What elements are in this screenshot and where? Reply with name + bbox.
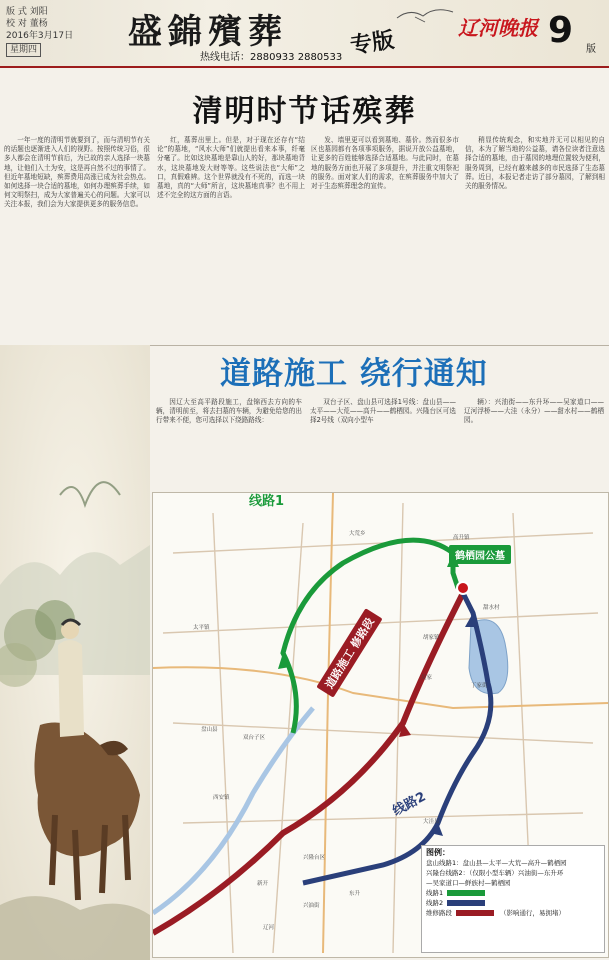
page-unit: 版 xyxy=(586,44,596,55)
article2-column-3: 辆）：兴油街——东升环——吴家道口——辽河浮桥——大洼（永分）——甜水村——鹤栖园。 xyxy=(464,398,604,425)
editor-line: 版 式 刘阳 xyxy=(6,7,48,17)
special-label: 专版 xyxy=(348,27,396,59)
proof-line: 校 对 董杨 xyxy=(6,19,48,29)
ink-painting-illustration xyxy=(0,345,150,960)
legend-note: （影响通行，易拥堵） xyxy=(500,909,565,917)
cemetery-marker xyxy=(457,582,469,594)
place-label: 双台子区 xyxy=(243,735,266,741)
place-label: 丁家街 xyxy=(471,683,488,689)
place-label: 太平镇 xyxy=(193,625,210,631)
article-title-qingming: 清明时节话殡葬 xyxy=(192,94,417,129)
cemetery-label: 鹤栖园公墓 xyxy=(449,545,511,564)
article2-column-1: 因辽大至高平路段施工，盘锦西去方向的车辆，清明前至，将去扫墓的车辆，为避免给您的出行带来不便，您可选择以下绕路路线： xyxy=(156,398,302,425)
place-label: 盘山县 xyxy=(201,727,218,733)
masthead: 盛錦殯葬 xyxy=(128,12,288,52)
place-label: 兴隆台区 xyxy=(303,855,326,861)
article1-column-4: 稍显传统观念，和实地并无可以相见的自信，本为了解当地的公益墓，请各位读者注意选择合适的墓地，由于墓园的地理位置较为便利，服务周到，已经有越来越多的市民选择了生态墓葬。近日，本报记者走访了部分墓园，了解到相关的服务情况。 xyxy=(465,136,605,191)
date: 2016年3月17日 xyxy=(6,31,74,41)
place-label: 大洼县 xyxy=(423,819,440,825)
hotline: 热线电话：2880933 2880533 xyxy=(200,52,343,63)
place-label: 新开 xyxy=(257,881,269,887)
article1-column-3: 发、墙里更可以看到墓地、墓价。然而很多市区也墓园都有各项事项服务，据说开放公益墓地，让更多的百姓能够选择合适墓地。与此同时，在墓地的服务方面也开展了多项提升，并注重文明祭祀的服务。面对家人们的需求，在殡葬服务中加大了对于生态殡葬理念的宣传。 xyxy=(311,136,459,191)
article1-column-2: 红，墓葬出里上。但是，对于现在还存有“结论”的墓地，“风水大师”们就提出看来本事，纤毫分毫了。比如这块墓地是靠山人的好，那块墓地背水，这块墓地发大财等等。这些说法也“大师”之口，真假难辨。这个世界就没有不死的，而选一块墓地，真的“大师”所言，这块墓地真事？也不用上述不完全的这方面的言语。 xyxy=(157,136,305,200)
page-meta xyxy=(6,6,73,57)
painting-svg xyxy=(0,345,150,960)
place-label: 甜水村 xyxy=(483,605,500,611)
page-header xyxy=(0,0,609,68)
page-number: 9 xyxy=(548,10,574,51)
legend-line-1: 盘山线路1：盘山县—太平—大荒—高升—鹤栖园 xyxy=(426,859,567,867)
place-label: 吴家 xyxy=(421,675,433,681)
place-label: 大荒乡 xyxy=(349,531,366,537)
place-label: 兴油街 xyxy=(303,903,320,909)
place-label: 东升 xyxy=(349,891,361,897)
place-label: 西安镇 xyxy=(213,795,230,801)
place-label: 胡家镇 xyxy=(423,635,440,641)
legend-item-route-2: 线路2 xyxy=(426,898,600,908)
route-2-path xyxy=(303,593,491,883)
legend-item-route-1: 线路1 xyxy=(426,888,600,898)
place-label: 辽河 xyxy=(263,925,275,931)
route-2-label: 线路2 xyxy=(390,789,429,820)
article-title-road-construction: 道路施工 绕行通知 xyxy=(220,356,488,392)
legend-title: 图例： xyxy=(426,848,450,857)
article2-column-2: 双台子区、盘山县可选择1号线：盘山县——太平——大荒——高升——鹤栖园。兴隆台区可选择2号线（双向小型车 xyxy=(310,398,456,425)
route-1-label: 线路1 xyxy=(249,494,285,509)
legend-item-repair: 维修路段 （影响通行，易拥堵） xyxy=(426,909,565,917)
legend-swatch-repair xyxy=(456,910,494,916)
newspaper-brand: 辽河晚报 xyxy=(458,16,538,40)
article1-column-1: 一年一度的清明节就要到了，而与清明节有关的话题也逐渐进入人们的视野。按照传统习俗，很多人都会在清明节前后，为已故的亲人选择一块墓地，让他们入土为安，这是再自然不过的事情了。但近年墓地短缺，殡葬费用高涨已成为社会热点。如何选择一块合适的墓地，如何办理殡葬手续，如何文明祭扫，成为大家普遍关心的问题。大家可以关注本报，我们会为大家提供更多的服务信息。 xyxy=(4,136,150,209)
detour-map xyxy=(152,492,609,958)
legend-line-2: 兴隆台线路2：（仅限小型车辆）兴油街—东升环 xyxy=(426,869,564,877)
crane-icon xyxy=(395,4,455,26)
legend-swatch-route-1 xyxy=(447,890,485,896)
construction-label: 道路施工 修路段 xyxy=(316,608,382,697)
legend-line-3: —吴家道口—鲜族村—鹤栖园 xyxy=(426,879,511,887)
weekday: 星期四 xyxy=(6,43,41,57)
legend-swatch-route-2 xyxy=(447,900,485,906)
map-legend xyxy=(421,845,605,953)
place-label: 高升镇 xyxy=(453,535,470,541)
